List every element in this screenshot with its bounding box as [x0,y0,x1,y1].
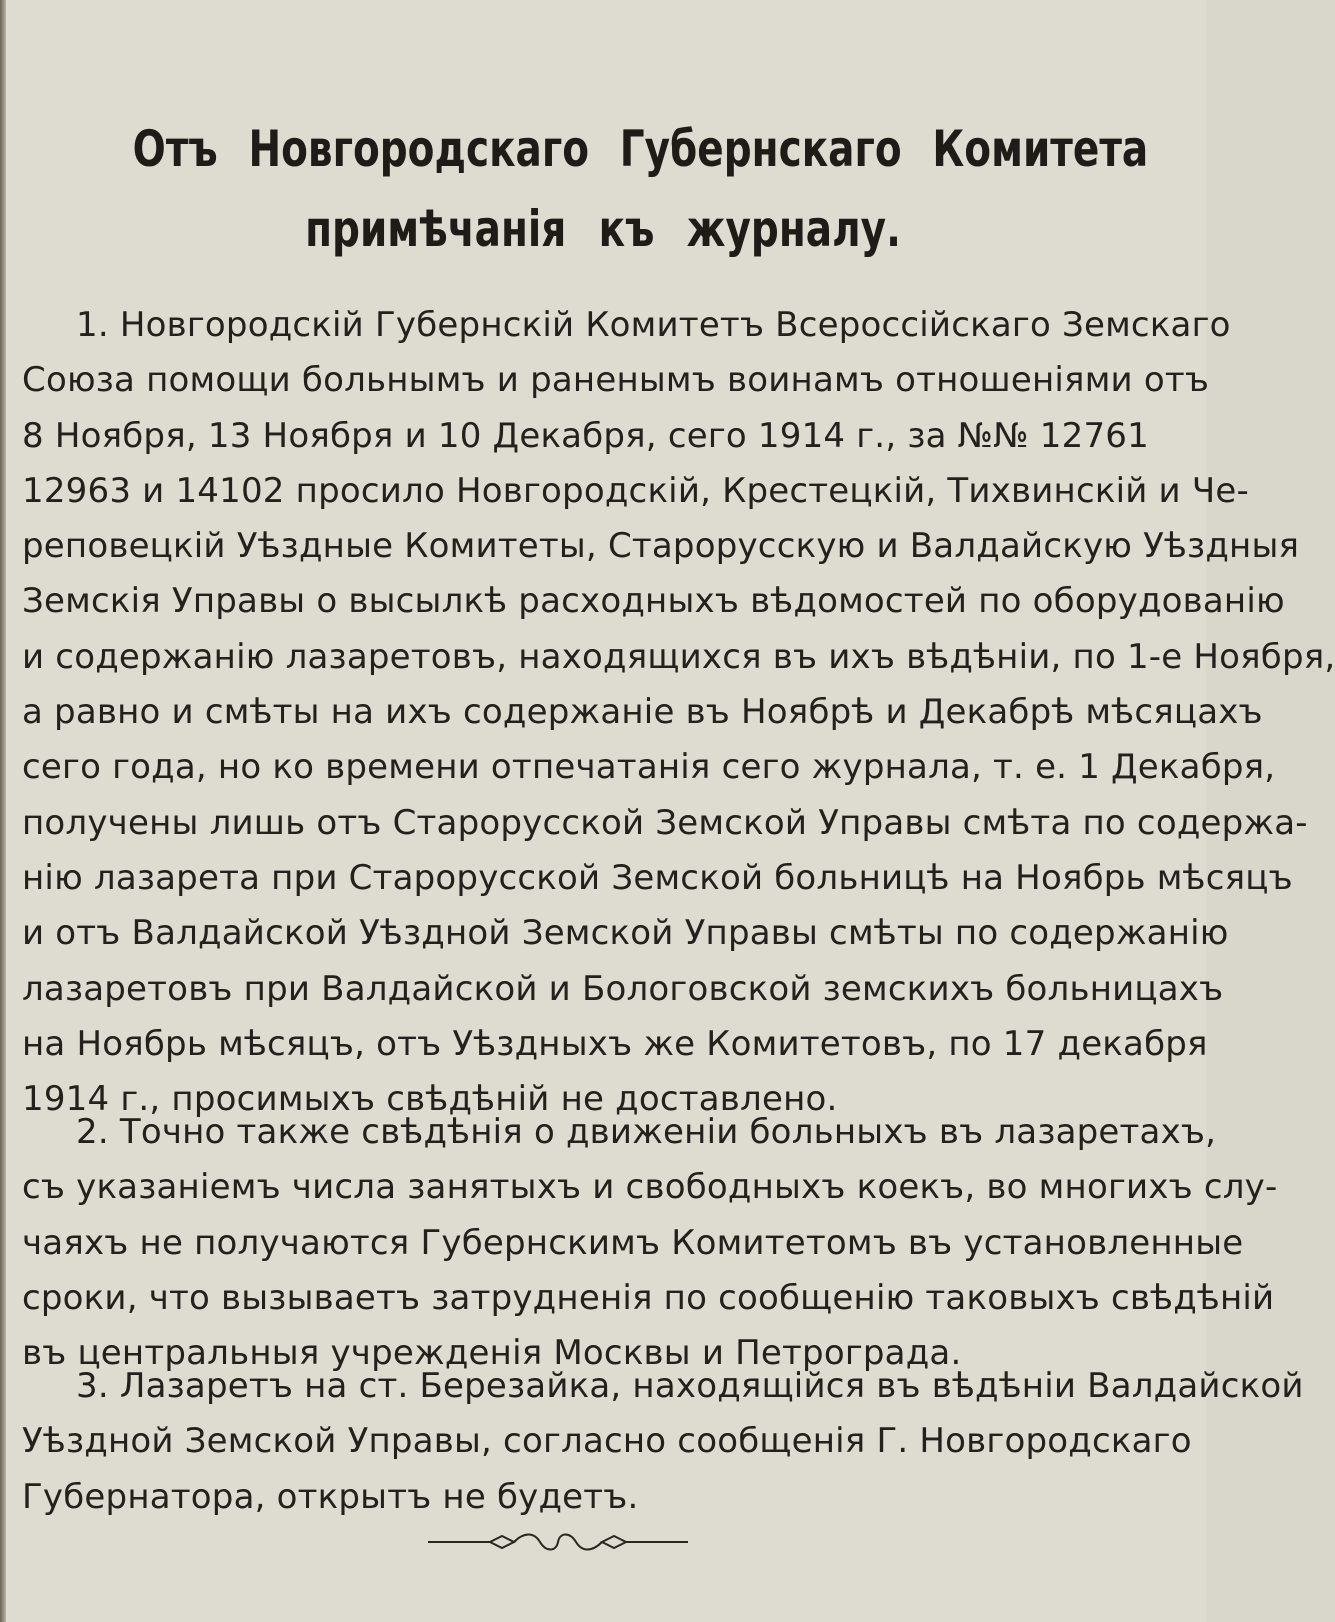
text-line: 1914 г., просимыхъ свѣдѣній не доставлено. [22,1079,838,1120]
text-line: 1. Новгородскій Губернскій Комитетъ Всероссійскаго Земскаго [76,305,1231,345]
text-line: чаяхъ не получаются Губернскимъ Комитетомъ въ установленные [22,1222,1244,1263]
page-binding-edge [0,0,6,1622]
text-line: а равно и смѣты на ихъ содержаніе въ Ноябрѣ и Декабрѣ мѣсяцахъ [22,692,1263,733]
page-title-line-1: Отъ Новгородскаго Губернскаго Комитета [132,120,1149,178]
text-line: въ центральныя учрежденія Москвы и Петрограда. [22,1333,962,1374]
text-line: съ указаніемъ числа занятыхъ и свободныхъ коекъ, во многихъ слу- [22,1167,1278,1208]
paragraph-2 [22,1105,1278,1381]
text-line: на Ноябрь мѣсяцъ, отъ Уѣздныхъ же Комитетовъ, по 17 декабря [22,1023,1208,1064]
end-ornament-icon [428,1530,688,1554]
text-line: получены лишь отъ Старорусской Земской Управы смѣта по содержа- [22,802,1308,843]
paragraph-3 [22,1359,1304,1525]
text-line: сроки, что вызываетъ затрудненія по сообщенію таковыхъ свѣдѣній [22,1277,1275,1318]
page-title-line-2: примѣчанія къ журналу. [305,200,901,258]
text-line: 2. Точно также свѣдѣнія о движеніи больныхъ въ лазаретахъ, [76,1112,1217,1152]
text-line: 12963 и 14102 просило Новгородскій, Крестецкій, Тихвинскій и Че- [22,470,1249,511]
text-line: нію лазарета при Старорусской Земской больницѣ на Ноябрь мѣсяцъ [22,857,1293,898]
text-line: Уѣздной Земской Управы, согласно сообщенія Г. Новгородскаго [22,1421,1192,1462]
text-line: Губернатора, открытъ не будетъ. [22,1476,639,1517]
text-line: 8 Ноября, 13 Ноября и 10 Декабря, сего 1914 г., за №№ 12761 [22,415,1149,456]
text-line: реповецкій Уѣздные Комитеты, Старорусскую и Валдайскую Уѣздныя [22,526,1300,567]
text-line: Союза помощи больнымъ и раненымъ воинамъ отношеніями отъ [22,360,1210,401]
text-line: и содержанію лазаретовъ, находящихся въ ихъ вѣдѣніи, по 1-е Ноября, [22,636,1335,677]
text-line: сего года, но ко времени отпечатанія сего журнала, т. е. 1 Декабря, [22,747,1276,788]
text-line: 3. Лазаретъ на ст. Березайка, находящійся въ вѣдѣніи Валдайской [76,1366,1304,1406]
text-line: Земскія Управы о высылкѣ расходныхъ вѣдомостей по оборудованію [22,581,1285,622]
text-line: и отъ Валдайской Уѣздной Земской Управы смѣты по содержанію [22,913,1229,954]
text-line: лазаретовъ при Валдайской и Бологовской земскихъ больницахъ [22,968,1224,1009]
paragraph-1 [22,298,1335,1127]
